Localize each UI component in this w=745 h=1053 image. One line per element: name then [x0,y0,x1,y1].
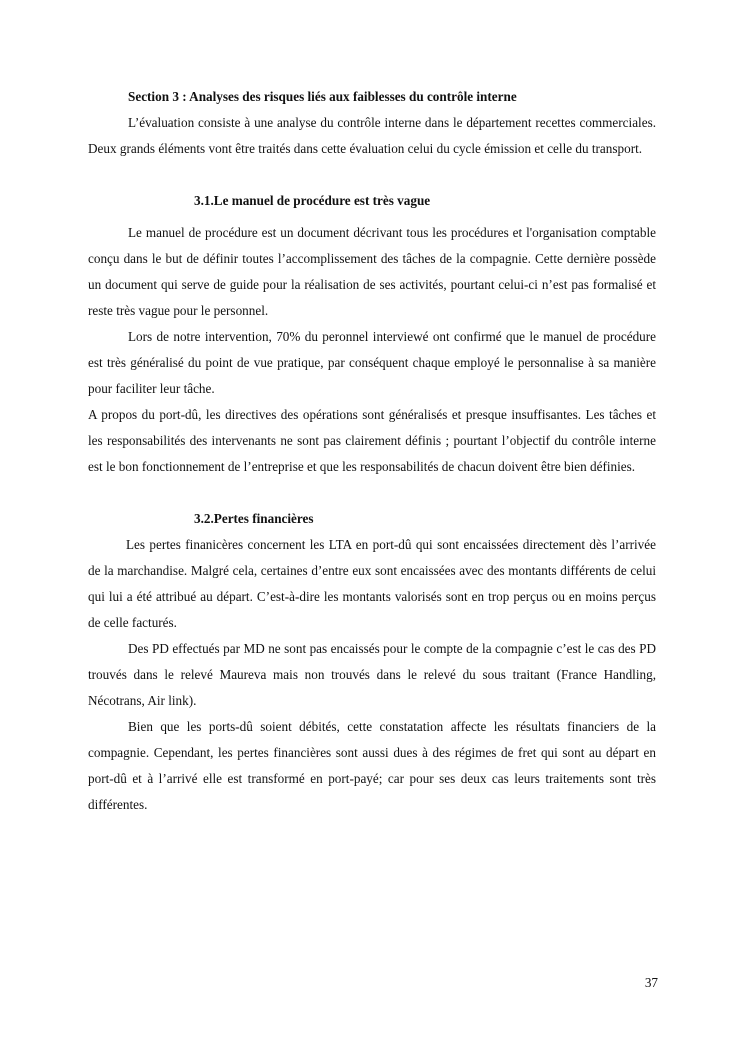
subsection-2-title: 3.2.Pertes financières [194,511,314,526]
subsection-2-paragraph-2: Des PD effectués par MD ne sont pas encaissés pour le compte de la compagnie c’est le cas des PD trouvés dans le relevé Maureva mais non trouvés dans le relevé du sous traitant (France Handling, Nécotrans, Air link). [88,641,656,708]
subsection-1-title: 3.1.Le manuel de procédure est très vague [194,193,431,208]
subsection-1-paragraph-3: A propos du port-dû, les directives des opérations sont généralisés et presque insuffisantes. Les tâches et les responsabilités des intervenants ne sont pas clairement définis ; pourtant l’objectif du contrôle interne est le bon fonctionnement de l’entreprise et que les responsabilités de chacun doivent être bien définies. [88,407,656,474]
subsection-1-paragraph-2: Lors de notre intervention, 70% du peronnel interviewé ont confirmé que le manuel de procédure est très généralisé du point de vue pratique, par conséquent chaque employé le personnalise à sa manière pour faciliter leur tâche. [88,329,656,396]
section-intro-paragraph: L’évaluation consiste à une analyse du contrôle interne dans le département recettes commerciales. Deux grands éléments vont être traités dans cette évaluation celui du cycle émission et celle du transport. [88,115,656,156]
spacer [88,480,656,506]
section-title: Section 3 : Analyses des risques liés aux faiblesses du contrôle interne [128,89,517,104]
subsection-1-paragraph-1: Le manuel de procédure est un document décrivant tous les procédures et l'organisation comptable conçu dans le but de définir toutes l’accomplissement des tâches de la compagnie. Cette dernière possède un document qui serve de guide pour la réalisation de ses activités, pourtant celui-ci n’est pas formalisé et reste très vague pour le personnel. [88,225,656,318]
subsection-2-paragraph-3: Bien que les ports-dû soient débités, cette constatation affecte les résultats financiers de la compagnie. Cependant, les pertes financières sont aussi dues à des régimes de fret qui sont au départ en port-dû et à l’arrivé elle est transformé en port-payé; car pour ses deux cas leurs traitements sont très différentes. [88,719,656,812]
document-page [88,84,656,818]
page-number: 37 [644,975,658,990]
spacer [88,162,656,188]
subsection-2-paragraph-1: Les pertes finanicères concernent les LTA en port-dû qui sont encaissées directement dès l’arrivée de la marchandise. Malgré cela, certaines d’entre eux sont encaissées avec des montants différents de celui qui lui a été attribué au départ. C’est-à-dire les montants valorisés sont en trop perçus ou en moins perçus de celle facturés. [88,537,656,630]
